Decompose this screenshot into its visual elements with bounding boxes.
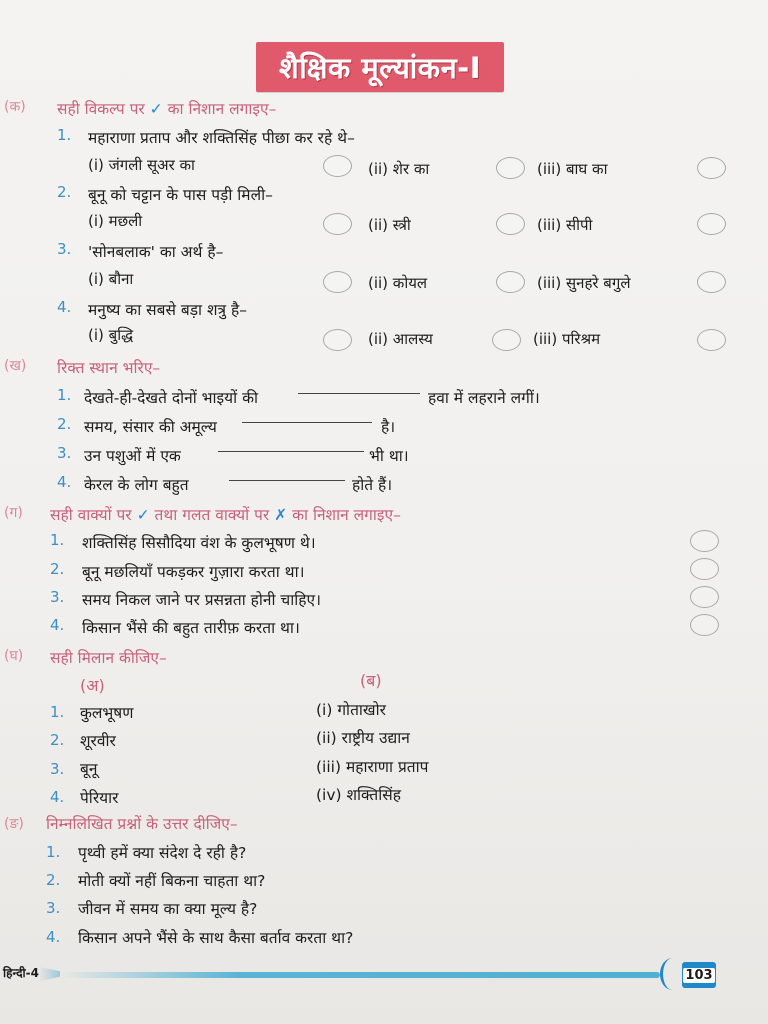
item-number: 1.	[46, 843, 61, 861]
option-label: (ii) आलस्य	[368, 330, 433, 348]
section-ga-title-pre: सही वाक्यों पर	[50, 506, 132, 524]
match-item-a[interactable]: कुलभूषण	[80, 704, 134, 722]
match-item-b[interactable]: (iv) शक्तिसिंह	[316, 786, 401, 804]
match-row-number: 4.	[50, 788, 65, 806]
fill-blank-line[interactable]	[242, 422, 372, 423]
section-ga-title	[50, 503, 401, 525]
title-banner	[256, 42, 504, 92]
answer-oval[interactable]	[697, 329, 726, 351]
fill-blank-line[interactable]	[298, 393, 420, 394]
fill-blank-line[interactable]	[218, 451, 364, 452]
section-ga-title-mid: तथा गलत वाक्यों पर	[154, 506, 270, 524]
option-label: (ii) स्त्री	[368, 216, 411, 234]
blank-sentence-post: भी था।	[369, 447, 409, 465]
item-number: 4.	[50, 616, 65, 634]
question-text: महाराणा प्रताप और शक्तिसिंह पीछा कर रहे थे–	[88, 129, 355, 147]
option-label: (ii) कोयल	[368, 274, 428, 292]
question-text: बूनू को चट्टान के पास पड़ी मिली–	[88, 186, 273, 204]
option-label: (iii) सुनहरे बगुले	[537, 274, 631, 292]
section-ka-title	[57, 97, 276, 119]
match-item-b[interactable]: (iii) महाराणा प्रताप	[316, 758, 429, 776]
answer-oval[interactable]	[492, 329, 521, 351]
match-row-number: 2.	[50, 731, 65, 749]
match-item-a[interactable]: पेरियार	[80, 789, 119, 807]
blank-sentence-pre: समय, संसार की अमूल्य	[84, 418, 217, 436]
section-ka-title-pre: सही विकल्प पर	[57, 100, 145, 118]
section-nga-title: निम्नलिखित प्रश्नों के उत्तर दीजिए–	[46, 815, 238, 833]
option-label: (i) बुद्धि	[88, 326, 134, 344]
answer-oval[interactable]	[697, 271, 726, 293]
section-kha-title: रिक्त स्थान भरिए–	[57, 359, 161, 377]
option-label: (ii) शेर का	[368, 160, 430, 178]
page-title: शैक्षिक मूल्यांकन-I	[278, 50, 481, 85]
tick-icon: ✓	[149, 100, 163, 118]
section-gha-marker: (घ)	[4, 648, 24, 664]
answer-oval[interactable]	[690, 558, 719, 580]
option-label: (i) बौना	[88, 270, 134, 288]
item-number: 2.	[50, 560, 65, 578]
blank-sentence-post: हवा में लहराने लगीं।	[428, 389, 540, 407]
blank-sentence-pre: उन पशुओं में एक	[84, 447, 181, 465]
item-number: 4.	[57, 473, 72, 491]
blank-sentence-post: होते हैं।	[352, 476, 393, 494]
match-item-b[interactable]: (ii) राष्ट्रीय उद्यान	[316, 729, 410, 747]
footer-arrow-decoration	[40, 967, 60, 981]
column-b-header: (ब)	[360, 671, 382, 690]
option-label: (i) मछली	[88, 212, 143, 230]
option-label: (iii) बाघ का	[537, 160, 608, 178]
answer-oval[interactable]	[323, 329, 352, 351]
question-number: 3.	[57, 240, 72, 258]
section-kha-marker: (ख)	[4, 358, 27, 374]
question-number: 1.	[57, 126, 72, 144]
section-ga-marker: (ग)	[4, 505, 23, 521]
section-gha-title: सही मिलान कीजिए–	[50, 649, 167, 667]
blank-sentence-pre: देखते-ही-देखते दोनों भाइयों की	[84, 389, 259, 407]
statement-text: शक्तिसिंह सिसौदिया वंश के कुलभूषण थे।	[82, 534, 316, 552]
answer-oval[interactable]	[697, 157, 726, 179]
answer-oval[interactable]	[323, 271, 352, 293]
question-text: मनुष्य का सबसे बड़ा शत्रु है–	[88, 301, 247, 319]
statement-text: बूनू मछलियाँ पकड़कर गुज़ारा करता था।	[82, 563, 305, 581]
match-item-a[interactable]: बूनू	[80, 760, 98, 778]
item-number: 3.	[50, 588, 65, 606]
cross-icon: ✗	[274, 506, 288, 524]
fill-blank-line[interactable]	[229, 480, 345, 481]
section-ka-marker: (क)	[4, 99, 26, 115]
blank-sentence-pre: केरल के लोग बहुत	[84, 476, 189, 494]
question-number: 4.	[57, 298, 72, 316]
question-text: पृथ्वी हमें क्या संदेश दे रही है?	[78, 844, 247, 862]
answer-oval[interactable]	[323, 213, 352, 235]
tick-icon: ✓	[136, 506, 150, 524]
question-text: किसान अपने भैंसे के साथ कैसा बर्ताव करता था?	[78, 929, 354, 947]
option-label: (iii) सीपी	[537, 216, 593, 234]
answer-oval[interactable]	[496, 213, 525, 235]
option-label: (i) जंगली सूअर का	[88, 156, 195, 174]
section-ga-title-post: का निशान लगाइए–	[292, 506, 401, 524]
match-row-number: 1.	[50, 703, 65, 721]
answer-oval[interactable]	[496, 157, 525, 179]
question-text: जीवन में समय का क्या मूल्य है?	[78, 900, 258, 918]
footer-book-label: हिन्दी-4	[3, 966, 39, 980]
match-item-b[interactable]: (i) गोताखोर	[316, 701, 386, 719]
page-number-box	[682, 962, 716, 988]
item-number: 1.	[57, 386, 72, 404]
section-ka-title-post: का निशान लगाइए–	[167, 100, 277, 118]
answer-oval[interactable]	[323, 155, 352, 177]
section-nga-marker: (ङ)	[4, 816, 24, 832]
item-number: 4.	[46, 928, 61, 946]
item-number: 3.	[57, 444, 72, 462]
answer-oval[interactable]	[690, 614, 719, 636]
question-number: 2.	[57, 183, 72, 201]
match-row-number: 3.	[50, 760, 65, 778]
option-label: (iii) परिश्रम	[533, 330, 601, 348]
match-item-a[interactable]: शूरवीर	[80, 732, 116, 750]
statement-text: समय निकल जाने पर प्रसन्नता होनी चाहिए।	[82, 591, 321, 609]
question-text: 'सोनबलाक' का अर्थ है–	[88, 243, 224, 261]
answer-oval[interactable]	[690, 530, 719, 552]
answer-oval[interactable]	[496, 271, 525, 293]
column-a-header: (अ)	[80, 676, 105, 695]
answer-oval[interactable]	[690, 586, 719, 608]
page-number: 103	[685, 967, 713, 983]
blank-sentence-post: है।	[381, 418, 396, 436]
question-text: मोती क्यों नहीं बिकना चाहता था?	[78, 872, 266, 890]
footer-stripe	[60, 972, 660, 978]
statement-text: किसान भैंसे की बहुत तारीफ़ करता था।	[82, 619, 300, 637]
item-number: 2.	[46, 871, 61, 889]
item-number: 1.	[50, 531, 65, 549]
item-number: 2.	[57, 415, 72, 433]
item-number: 3.	[46, 899, 61, 917]
answer-oval[interactable]	[697, 213, 726, 235]
